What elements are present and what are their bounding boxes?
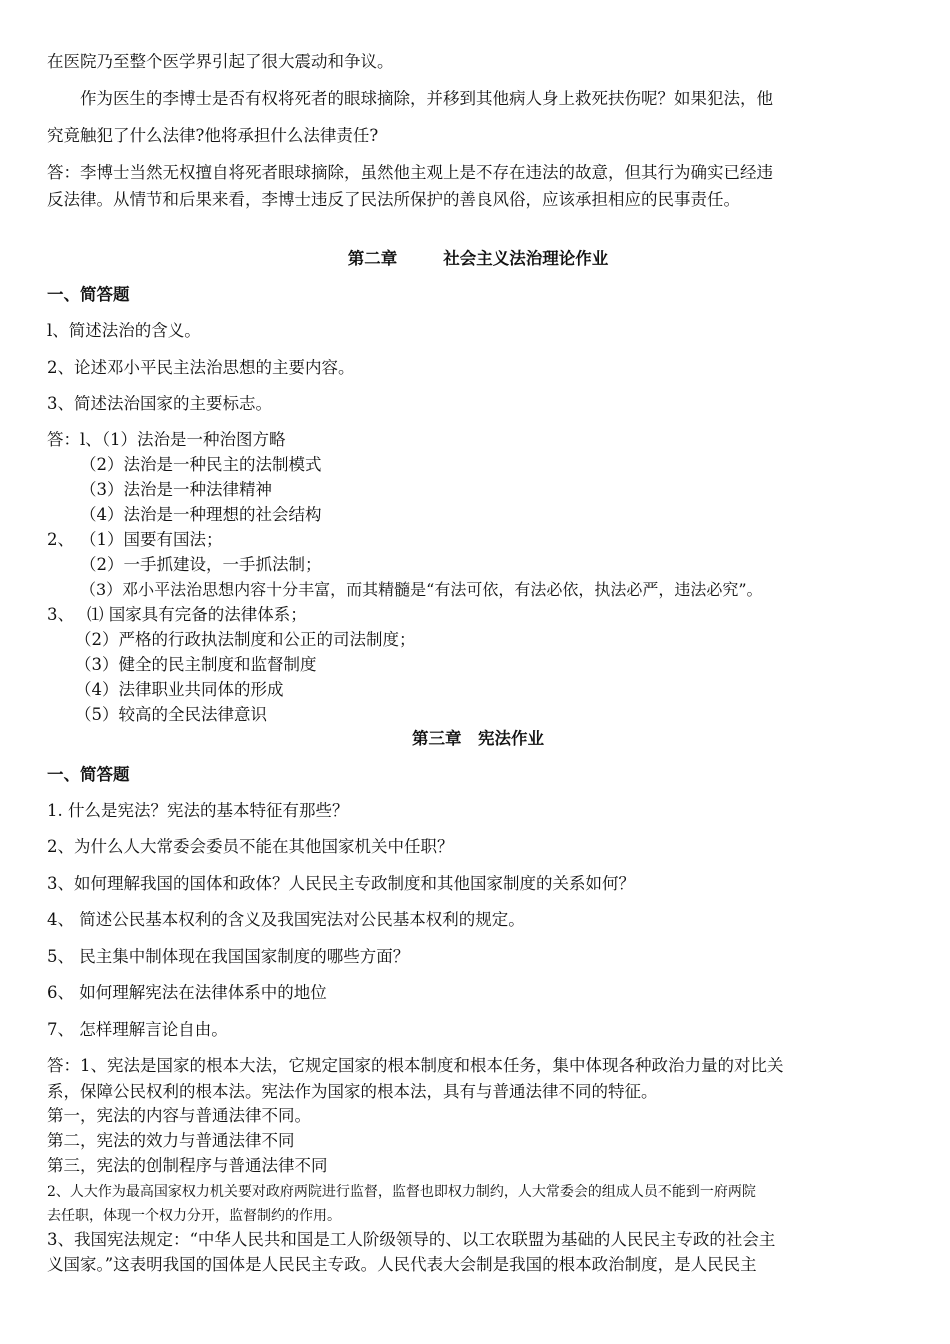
- chapter-2-answer-3-label: 3、: [47, 605, 74, 624]
- chapter-2-answer-1-2: （2）法治是一种民主的法制模式: [80, 455, 322, 474]
- chapter-2-answer-1-4: （4）法治是一种理想的社会结构: [80, 505, 322, 524]
- chapter-3-title: 第三章 宪法作业: [412, 729, 544, 748]
- chapter-2-title: [47, 247, 909, 271]
- chapter-2-answer-2-label: 2、: [47, 530, 74, 549]
- intro-answer-line-1: 答：李博士当然无权擅自将死者眼球摘除，虽然他主观上是不存在违法的故意，但其行为确实已经违: [47, 163, 773, 182]
- chapter-3-question-4: 4、 简述公民基本权利的含义及我国宪法对公民基本权利的规定。: [47, 910, 525, 929]
- intro-line-1: 在医院乃至整个医学界引起了很大震动和争议。: [47, 52, 394, 71]
- chapter-2-answer-3-4: （4）法律职业共同体的形成: [75, 680, 284, 699]
- chapter-2-answer-3-1: ⑴ 国家具有完备的法律体系；: [87, 605, 307, 624]
- chapter-3-answer-1-line-3: 第一，宪法的内容与普通法律不同。: [47, 1106, 311, 1125]
- chapter-2-number: 第二章: [347, 249, 398, 268]
- chapter-3-answer-3-line-2: 义国家。”这表明我国的国体是人民民主专政。人民代表大会制是我国的根本政治制度，是人民民主: [47, 1255, 757, 1274]
- chapter-3-answer-1-line-2: 系，保障公民权利的根本法。宪法作为国家的根本法，具有与普通法律不同的特征。: [47, 1082, 658, 1101]
- chapter-2-answer-3-2: （2）严格的行政执法制度和公正的司法制度；: [75, 630, 416, 649]
- chapter-2-name: 社会主义法治理论作业: [443, 249, 609, 268]
- chapter-3-answer-1-line-1: 答：1、宪法是国家的根本大法，它规定国家的根本制度和根本任务，集中体现各种政治力量的对比关: [47, 1056, 784, 1075]
- chapter-2-question-2: 2、论述邓小平民主法治思想的主要内容。: [47, 358, 355, 377]
- chapter-2-answer-3-5: （5）较高的全民法律意识: [75, 705, 267, 724]
- chapter-2-answer-3-3: （3）健全的民主制度和监督制度: [75, 655, 317, 674]
- chapter-3-question-3: 3、如何理解我国的国体和政体？人民民主专政制度和其他国家制度的关系如何？: [47, 874, 635, 893]
- chapter-2-section-heading: 一、简答题: [47, 285, 130, 304]
- intro-line-2: 作为医生的李博士是否有权将死者的眼球摘除，并移到其他病人身上救死扶伤呢？如果犯法，他: [80, 89, 773, 108]
- chapter-3-question-1: 1. 什么是宪法？宪法的基本特征有那些？: [47, 801, 349, 820]
- chapter-2-question-3: 3、简述法治国家的主要标志。: [47, 394, 272, 413]
- chapter-3-question-5: 5、 民主集中制体现在我国国家制度的哪些方面？: [47, 947, 410, 966]
- chapter-3-question-7: 7、 怎样理解言论自由。: [47, 1020, 228, 1039]
- intro-answer-line-2: 反法律。从情节和后果来看，李博士违反了民法所保护的善良风俗，应该承担相应的民事责任。: [47, 190, 740, 209]
- chapter-3-answer-1-line-5: 第三，宪法的创制程序与普通法律不同: [47, 1156, 328, 1175]
- chapter-2-answer-1-3: （3）法治是一种法律精神: [80, 480, 272, 499]
- chapter-2-answer-2-2: （2）一手抓建设，一手抓法制；: [80, 555, 322, 574]
- chapter-3-answer-1-line-4: 第二，宪法的效力与普通法律不同: [47, 1131, 295, 1150]
- chapter-3-answer-2-line-1: 2、人大作为最高国家权力机关要对政府两院进行监督，监督也即权力制约，人大常委会的组成人员不能到一府两院: [47, 1184, 756, 1200]
- chapter-2-answer-2-1: （1）国要有国法；: [80, 530, 223, 549]
- intro-line-3: 究竟触犯了什么法律?他将承担什么法律责任?: [47, 126, 379, 145]
- chapter-2-question-1: l、简述法治的含义。: [47, 321, 201, 340]
- chapter-3-section-heading: 一、简答题: [47, 765, 130, 784]
- chapter-2-answer-1-1: 答：l、（1）法治是一种治图方略: [47, 430, 286, 449]
- chapter-3-question-6: 6、 如何理解宪法在法律体系中的地位: [47, 983, 327, 1002]
- chapter-3-answer-3-line-1: 3、我国宪法规定：“中华人民共和国是工人阶级领导的、以工农联盟为基础的人民民主专政的社会主: [47, 1230, 776, 1249]
- chapter-2-answer-2-3: （3）邓小平法治思想内容十分丰富，而其精髓是“有法可依，有法必依，执法必严，违法必究”。: [80, 580, 763, 599]
- chapter-3-answer-2-line-2: 去任职，体现一个权力分开，监督制约的作用。: [47, 1208, 341, 1224]
- chapter-3-question-2: 2、为什么人大常委会委员不能在其他国家机关中任职？: [47, 837, 454, 856]
